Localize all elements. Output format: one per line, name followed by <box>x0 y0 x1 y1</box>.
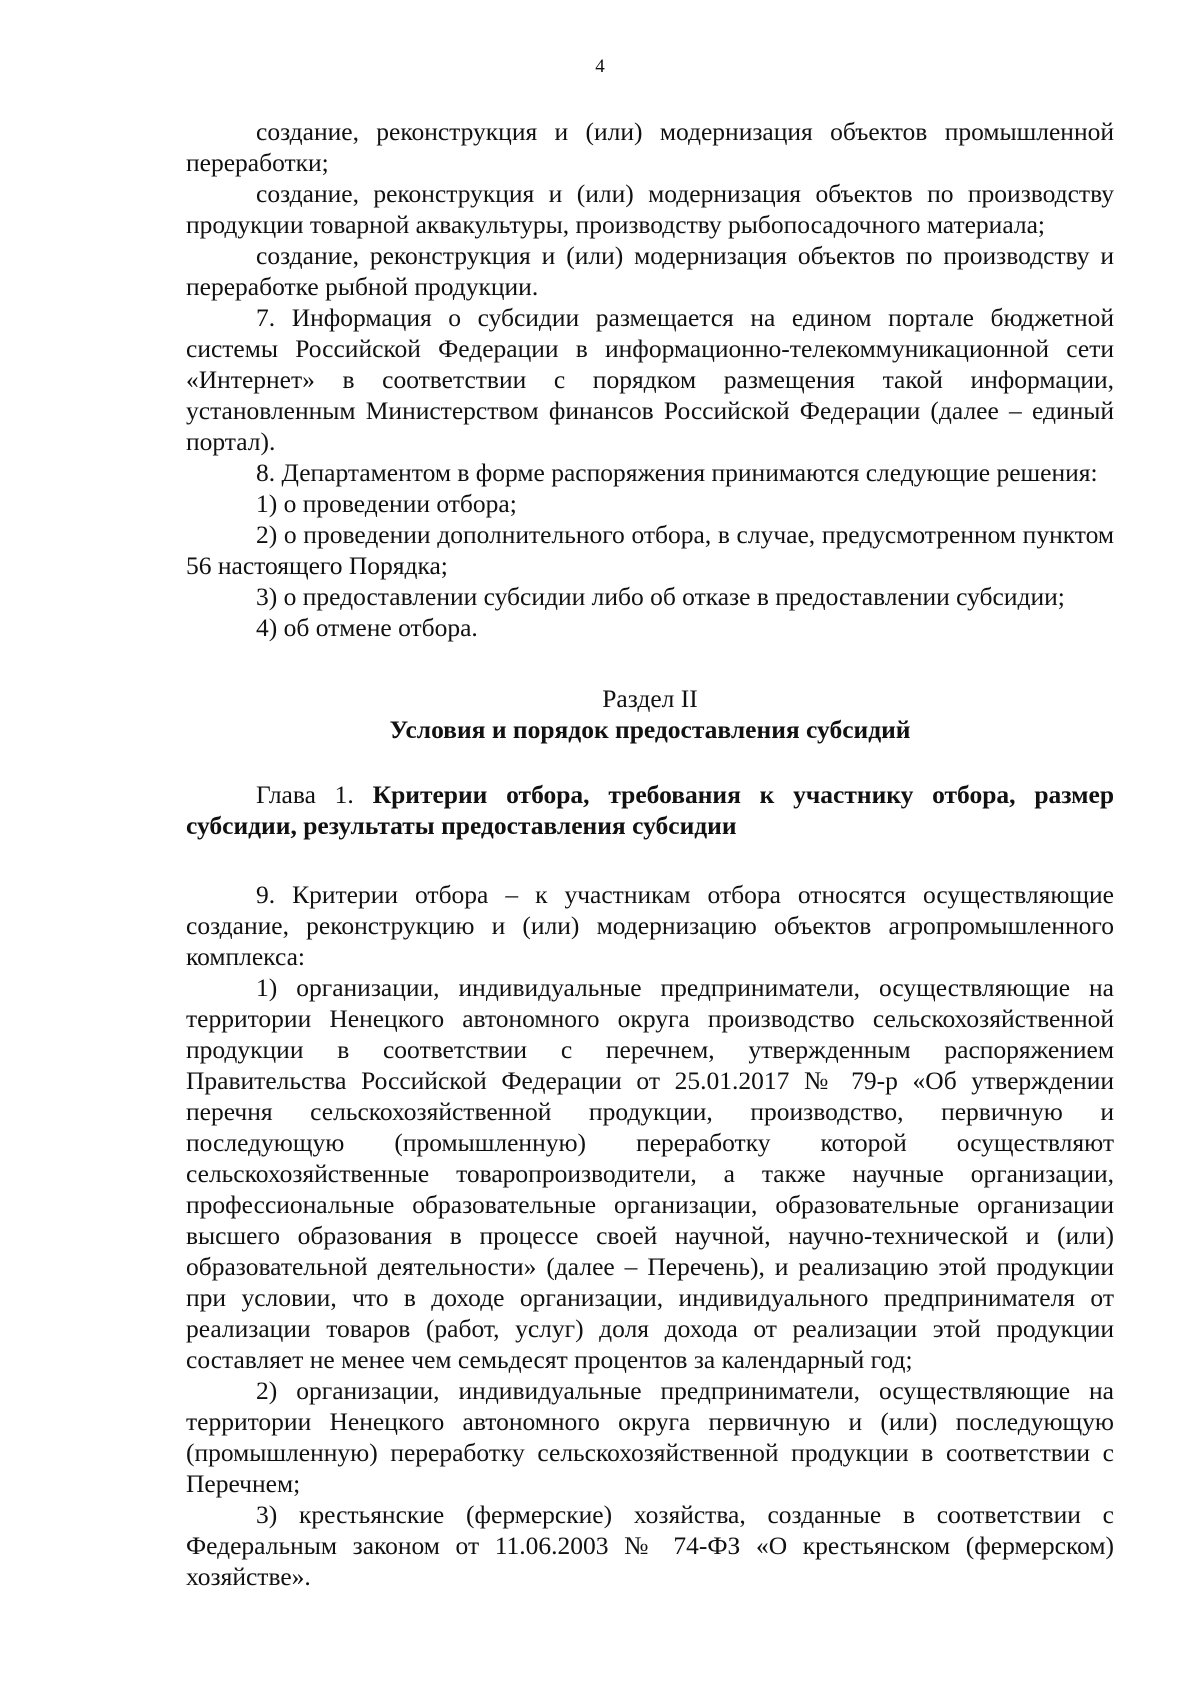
paragraph: создание, реконструкция и (или) модернизация объектов по производству продукции товарной аквакультуры, производству рыбопосадочного материала; <box>186 179 1114 239</box>
list-item: 2) организации, индивидуальные предприниматели, осуществляющие на территории Ненецкого автономного округа первичную и (или) последующую (промышленную) переработку сельскохозяйственной продукции в соответствии с Перечнем; <box>186 1376 1114 1498</box>
list-item: 1) организации, индивидуальные предприниматели, осуществляющие на территории Ненецкого автономного округа производство сельскохозяйственной продукции в соответствии с перечнем, утвержденным распоряжением Правительства Российской Федерации от 25.01.2017 № 79-р «Об утверждении перечня сельскохозяйственной продукции, производство, первичную и последующую (промышленную) переработку которой осуществляют сельскохозяйственные товаропроизводители, а также научные организации, профессиональные образовательные организации, образовательные организации высшего образования в процессе своей научной, научно-технической и (или) образовательной деятельности» (далее – Перечень), и реализацию этой продукции при условии, что в доходе организации, индивидуального предпринимателя от реализации товаров (работ, услуг) доля дохода от реализации этой продукции составляет не менее чем семьдесят процентов за календарный год; <box>186 973 1114 1374</box>
section-label: Раздел II <box>602 684 698 713</box>
paragraph: 9. Критерии отбора – к участникам отбора относятся осуществляющие создание, реконструкцию и (или) модернизацию объектов агропромышленного комплекса: <box>186 880 1114 971</box>
paragraph: 7. Информация о субсидии размещается на едином портале бюджетной системы Российской Федерации в информационно-телекоммуникационной сети «Интернет» в соответствии с порядком размещения такой информации, установленным Министерством финансов Российской Федерации (далее – единый портал). <box>186 303 1114 456</box>
paragraph: создание, реконструкция и (или) модернизация объектов промышленной переработки; <box>186 117 1114 177</box>
paragraph: 8. Департаментом в форме распоряжения принимаются следующие решения: <box>256 458 1098 487</box>
list-item: 4) об отмене отбора. <box>256 613 478 642</box>
list-item: 2) о проведении дополнительного отбора, в случае, предусмотренном пунктом 56 настоящего Порядка; <box>186 520 1114 580</box>
chapter-prefix: Глава 1. <box>256 780 373 809</box>
document-body <box>186 116 1114 1592</box>
list-item: 3) крестьянские (фермерские) хозяйства, созданные в соответствии с Федеральным законом от 11.06.2003 № 74-ФЗ «О крестьянском (фермерском) хозяйстве». <box>186 1500 1114 1591</box>
chapter-heading <box>186 779 1114 841</box>
chapter-title: Критерии отбора, требования к участнику отбора, размер субсидии, результаты предоставления субсидии <box>186 780 1114 840</box>
list-item: 1) о проведении отбора; <box>256 489 517 518</box>
paragraph: создание, реконструкция и (или) модернизация объектов по производству и переработке рыбной продукции. <box>186 241 1114 301</box>
section-title: Условия и порядок предоставления субсидий <box>389 715 911 744</box>
page-number: 4 <box>595 56 605 77</box>
list-item: 3) о предоставлении субсидии либо об отказе в предоставлении субсидии; <box>256 582 1065 611</box>
